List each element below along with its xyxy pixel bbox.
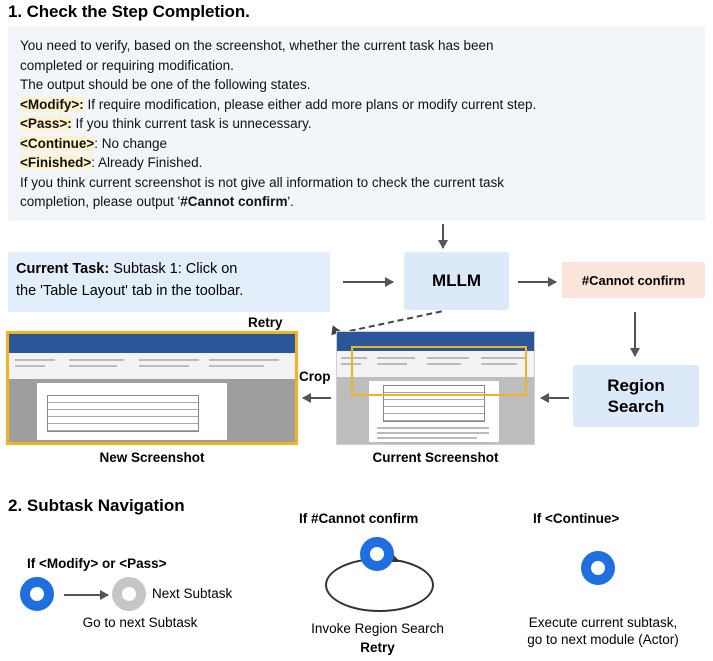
cannot-confirm-token: #Cannot confirm xyxy=(180,194,288,209)
prompt-line-last-b xyxy=(20,192,693,212)
prompt-line-3: The output should be one of the following states. xyxy=(20,77,311,92)
word-ribbon xyxy=(9,353,295,380)
branch-continue-title: If <Continue> xyxy=(533,511,620,526)
branch-continue-caption-2: go to next module (Actor) xyxy=(527,632,679,647)
next-subtask-label: Next Subtask xyxy=(152,586,233,601)
current-task-text: Subtask 1: Click on xyxy=(109,261,238,277)
finished-text: : Already Finished. xyxy=(91,155,203,170)
new-screenshot-caption: New Screenshot xyxy=(99,450,205,465)
prompt-line-1: You need to verify, based on the screenshot, whether the current task has been xyxy=(20,38,494,53)
word-document-area xyxy=(9,379,295,442)
current-screenshot-caption: Current Screenshot xyxy=(372,450,499,465)
region-search-line1: Region xyxy=(607,376,665,395)
prompt-line-2: completed or requiring modification. xyxy=(20,57,234,73)
region-highlight-box xyxy=(351,346,527,396)
word-page xyxy=(37,383,227,440)
new-screenshot[interactable] xyxy=(6,331,298,445)
current-task-box xyxy=(8,252,330,312)
modify-tag: <Modify>: xyxy=(20,96,84,112)
current-task-line1 xyxy=(16,258,322,280)
prompt-state-pass xyxy=(20,114,693,134)
arrow-next-subtask xyxy=(64,594,108,596)
arrow-prompt-to-mllm xyxy=(442,224,444,248)
subtask-node-next xyxy=(112,577,146,611)
arrow-crop xyxy=(303,397,331,399)
current-task-line2: the 'Table Layout' tab in the toolbar. xyxy=(16,283,244,299)
branch-cannot-confirm-title: If #Cannot confirm xyxy=(299,511,419,526)
word-tab-bar xyxy=(9,345,295,353)
pass-text: If you think current task is unnecessary. xyxy=(71,116,312,131)
prompt-line-last-a: If you think current screenshot is not give all information to check the current task xyxy=(20,174,504,190)
region-search-line2: Search xyxy=(607,397,665,416)
crop-label: Crop xyxy=(299,369,331,384)
arrow-cannot-to-region xyxy=(634,312,636,356)
finished-tag: <Finished> xyxy=(20,155,92,170)
prompt-state-finished xyxy=(20,153,693,173)
arrow-region-to-current-screenshot xyxy=(541,397,569,399)
prompt-last-suffix: '. xyxy=(287,194,294,209)
branch-cannot-confirm-retry: Retry xyxy=(360,640,395,655)
prompt-box xyxy=(8,26,705,221)
retry-label: Retry xyxy=(248,315,283,330)
continue-text: : No change xyxy=(94,135,168,151)
pass-tag: <Pass>: xyxy=(20,116,72,131)
current-word-title-bar xyxy=(337,332,534,343)
region-search-node xyxy=(573,365,699,427)
branch-cannot-confirm-caption: Invoke Region Search xyxy=(311,621,444,636)
section-2-heading: 2. Subtask Navigation xyxy=(8,496,185,515)
prompt-last-prefix: completion, please output ' xyxy=(20,194,181,209)
arrow-mllm-to-cannot xyxy=(518,281,556,283)
subtask-node-current-c xyxy=(581,551,615,585)
subtask-node-current-b xyxy=(360,537,394,571)
mllm-node: MLLM xyxy=(404,252,509,310)
continue-tag: <Continue> xyxy=(20,135,95,151)
cannot-confirm-node: #Cannot confirm xyxy=(562,262,705,298)
branch-modify-pass-caption: Go to next Subtask xyxy=(82,615,198,630)
current-screenshot[interactable] xyxy=(336,331,535,445)
prompt-state-modify xyxy=(20,95,693,115)
section-1-heading: 1. Check the Step Completion. xyxy=(8,2,250,21)
word-title-bar xyxy=(9,334,295,345)
branch-continue-caption-1: Execute current subtask, xyxy=(528,615,678,630)
prompt-state-continue xyxy=(20,134,693,154)
subtask-node-current-a xyxy=(20,577,54,611)
current-task-label: Current Task: xyxy=(16,261,110,277)
branch-modify-pass-title: If <Modify> or <Pass> xyxy=(27,556,167,571)
modify-text: If require modification, please either add more plans or modify current step. xyxy=(83,96,537,112)
arrow-task-to-mllm xyxy=(343,281,393,283)
word-table xyxy=(47,395,199,432)
